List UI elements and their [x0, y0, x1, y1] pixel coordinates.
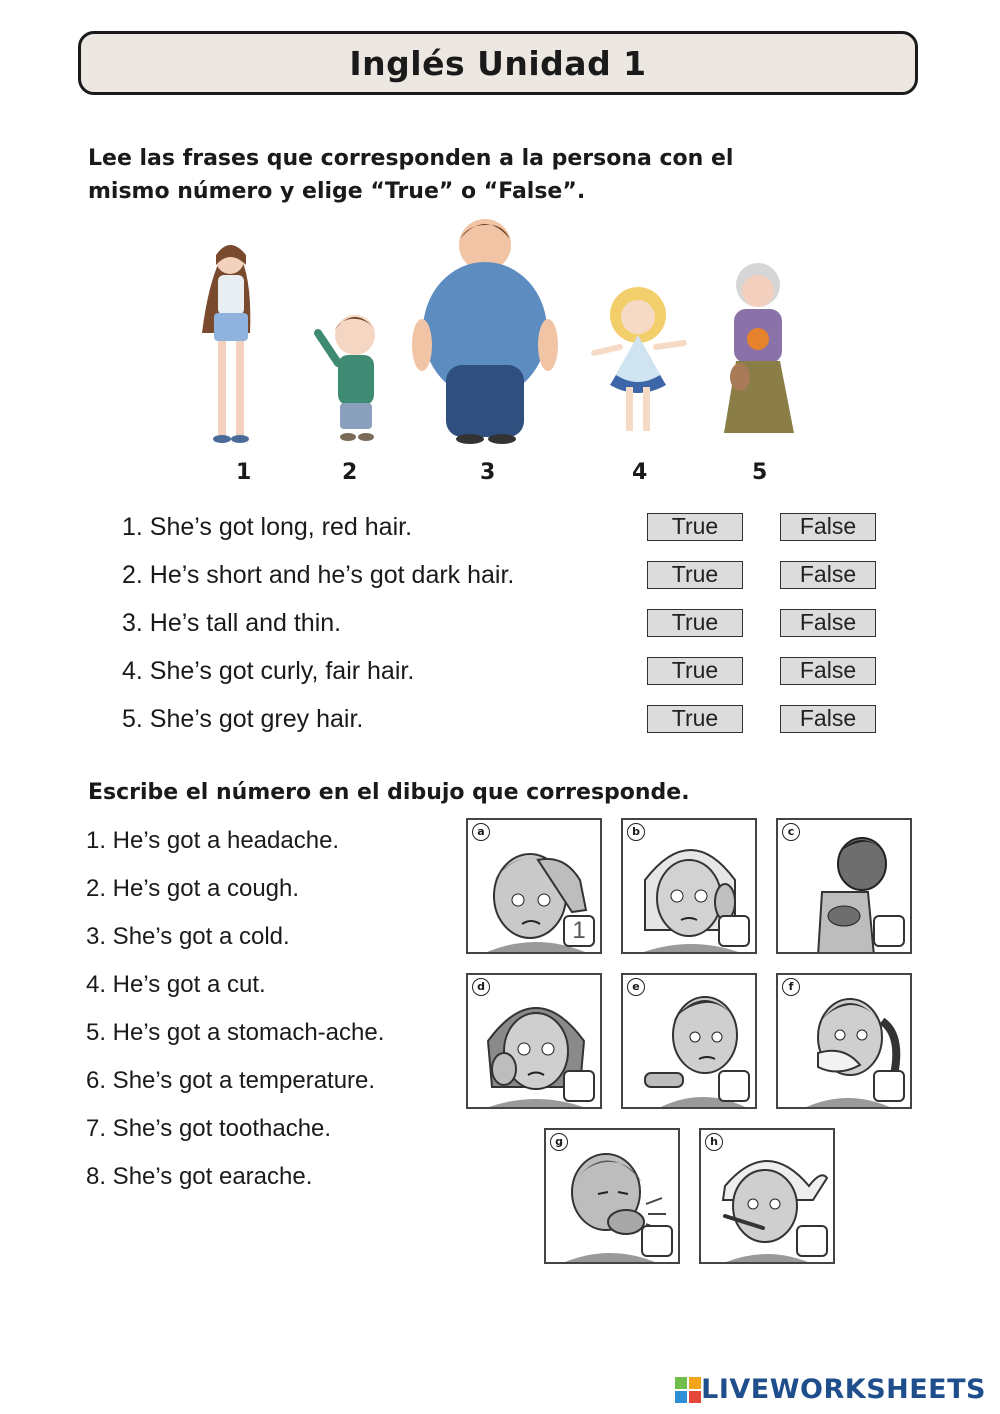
- person-number-1: 1: [236, 460, 252, 485]
- person-2-figure: [318, 315, 376, 441]
- section1-instruction-line1: Lee las frases que corresponden a la persona con el: [88, 146, 734, 171]
- true-button[interactable]: True: [647, 705, 743, 733]
- people-illustration: [190, 205, 820, 455]
- statement-text: 2. He’s short and he’s got dark hair.: [122, 561, 515, 589]
- illness-item: 1. He’s got a headache.: [86, 827, 340, 854]
- person-number-4: 4: [632, 460, 648, 485]
- illness-item: 4. He’s got a cut.: [86, 971, 266, 998]
- liveworksheets-logo[interactable]: [675, 1374, 986, 1405]
- panel-label: f: [782, 978, 800, 996]
- answer-box[interactable]: [796, 1225, 828, 1257]
- person-number-2: 2: [342, 460, 358, 485]
- person-3-figure: [412, 219, 558, 444]
- page-title: Inglés Unidad 1: [349, 43, 647, 83]
- section1-instruction-line2: mismo número y elige “True” o “False”.: [88, 179, 586, 204]
- false-button[interactable]: False: [780, 513, 876, 541]
- statement-row: [122, 655, 882, 687]
- panel-label: g: [550, 1133, 568, 1151]
- person-number-5: 5: [752, 460, 768, 485]
- true-button[interactable]: True: [647, 609, 743, 637]
- title-banner: [78, 31, 918, 95]
- section1-instruction: [88, 142, 733, 208]
- true-button[interactable]: True: [647, 657, 743, 685]
- true-button[interactable]: True: [647, 513, 743, 541]
- panel-a: [466, 818, 602, 954]
- statement-row: [122, 511, 882, 543]
- true-button[interactable]: True: [647, 561, 743, 589]
- illness-item: 2. He’s got a cough.: [86, 875, 300, 902]
- illness-item: 6. She’s got a temperature.: [86, 1067, 376, 1094]
- false-button[interactable]: False: [780, 609, 876, 637]
- answer-box[interactable]: [718, 915, 750, 947]
- false-button[interactable]: False: [780, 705, 876, 733]
- person-5-figure: [724, 263, 794, 433]
- false-button[interactable]: False: [780, 561, 876, 589]
- statement-row: [122, 607, 882, 639]
- answer-box[interactable]: [563, 1070, 595, 1102]
- panel-d: [466, 973, 602, 1109]
- illness-item: 3. She’s got a cold.: [86, 923, 290, 950]
- panel-e: [621, 973, 757, 1109]
- illness-item: 5. He’s got a stomach-ache.: [86, 1019, 385, 1046]
- panel-h: [699, 1128, 835, 1264]
- statement-text: 1. She’s got long, red hair.: [122, 513, 413, 541]
- panel-label: c: [782, 823, 800, 841]
- panel-f: [776, 973, 912, 1109]
- answer-box[interactable]: [873, 915, 905, 947]
- statement-text: 5. She’s got grey hair.: [122, 705, 364, 733]
- person-number-3: 3: [480, 460, 496, 485]
- illness-item: 7. She’s got toothache.: [86, 1115, 332, 1142]
- panel-c: [776, 818, 912, 954]
- person-1-figure: [202, 245, 250, 443]
- answer-box[interactable]: [873, 1070, 905, 1102]
- statement-text: 4. She’s got curly, fair hair.: [122, 657, 415, 685]
- section2-instruction: Escribe el número en el dibujo que corresponde.: [88, 780, 690, 805]
- liveworksheets-icon: [675, 1377, 701, 1403]
- answer-box[interactable]: 1: [563, 915, 595, 947]
- statement-row: [122, 703, 882, 735]
- panel-label: a: [472, 823, 490, 841]
- answer-box[interactable]: [641, 1225, 673, 1257]
- panel-label: b: [627, 823, 645, 841]
- person-4-figure: [594, 287, 684, 431]
- panel-b: [621, 818, 757, 954]
- statement-row: [122, 559, 882, 591]
- statement-text: 3. He’s tall and thin.: [122, 609, 342, 637]
- illness-item: 8. She’s got earache.: [86, 1163, 313, 1190]
- answer-box[interactable]: [718, 1070, 750, 1102]
- panel-g: [544, 1128, 680, 1264]
- brand-text: LIVEWORKSHEETS: [701, 1374, 986, 1405]
- panel-label: e: [627, 978, 645, 996]
- panel-label: h: [705, 1133, 723, 1151]
- panel-label: d: [472, 978, 490, 996]
- false-button[interactable]: False: [780, 657, 876, 685]
